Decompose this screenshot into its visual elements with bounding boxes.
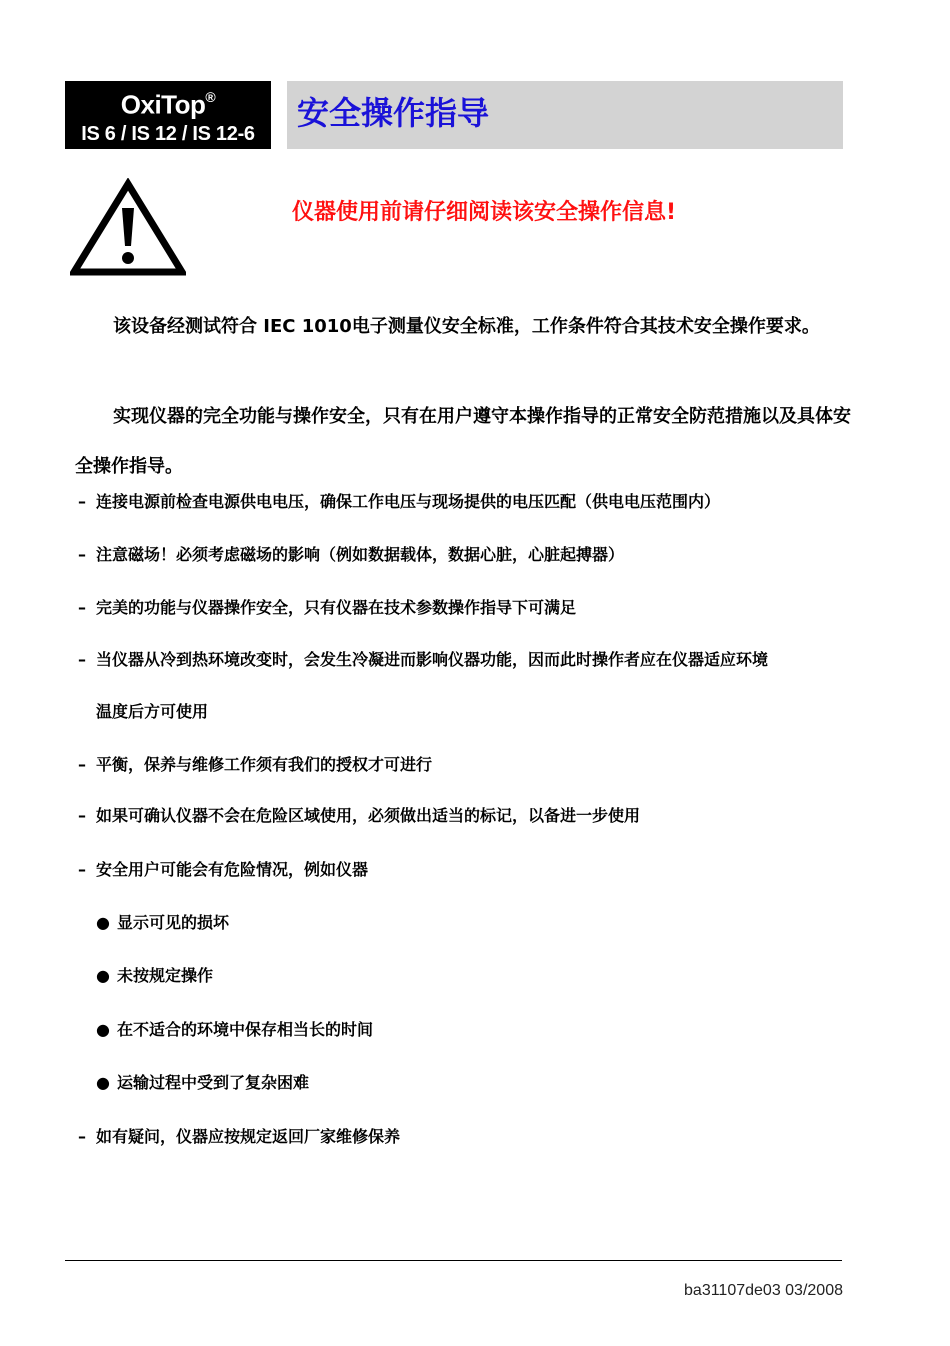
dash-marker: – xyxy=(78,755,86,774)
bullet-icon: ● xyxy=(96,966,110,985)
dash-marker: – xyxy=(78,492,86,511)
list-item: – 注意磁场！必须考虑磁场的影响（例如数据载体，数据心脏，心脏起搏器） xyxy=(78,545,625,564)
list-item: – 如果可确认仪器不会在危险区域使用，必须做出适当的标记，以备进一步使用 xyxy=(78,806,641,825)
list-item: – 平衡，保养与维修工作须有我们的授权才可进行 xyxy=(78,755,433,774)
list-item: – 完美的功能与仪器操作安全，只有仪器在技术参数操作指导下可满足 xyxy=(78,598,577,617)
page-title: 安全操作指导 xyxy=(297,94,490,132)
warning-triangle-icon xyxy=(70,178,186,276)
list-item: – 安全用户可能会有危险情况，例如仪器 xyxy=(78,860,369,879)
logo-model-list: IS 6 / IS 12 / IS 12-6 xyxy=(81,122,255,145)
bullet-icon: ● xyxy=(96,1073,110,1092)
title-banner xyxy=(287,81,843,149)
footer-divider xyxy=(65,1260,842,1261)
document-code: ba31107de03 03/2008 xyxy=(684,1282,843,1299)
safety-paragraph: 实现仪器的完全功能与操作安全，只有在用户遵守本操作指导的正常安全防范措施以及具体安全操作指导。 xyxy=(75,406,851,477)
product-logo xyxy=(65,81,271,149)
dash-marker: – xyxy=(78,598,86,617)
bullet-icon: ● xyxy=(96,913,110,932)
warning-message: 仪器使用前请仔细阅读该安全操作信息! xyxy=(292,200,677,225)
bullet-item: ● 未按规定操作 xyxy=(96,966,214,985)
dash-marker: – xyxy=(78,650,86,669)
registered-mark: ® xyxy=(205,89,216,105)
dash-marker: – xyxy=(78,806,86,825)
bullet-item: ● 显示可见的损坏 xyxy=(96,913,230,932)
list-item: – 如有疑问，仪器应按规定返回厂家维修保养 xyxy=(78,1127,401,1146)
list-item-continuation: 温度后方可使用 xyxy=(96,702,209,721)
dash-marker: – xyxy=(78,1127,86,1146)
intro-paragraph: 该设备经测试符合 IEC 1010电子测量仪安全标准，工作条件符合其技术安全操作要求。 xyxy=(113,316,820,337)
dash-marker: – xyxy=(78,860,86,879)
logo-product-name: OxiTop xyxy=(120,89,206,120)
list-item: – 连接电源前检查电源供电电压，确保工作电压与现场提供的电压匹配（供电电压范围内） xyxy=(78,492,721,511)
bullet-item: ● 运输过程中受到了复杂困难 xyxy=(96,1073,310,1092)
dash-marker: – xyxy=(78,545,86,564)
bullet-item: ● 在不适合的环境中保存相当长的时间 xyxy=(96,1020,374,1039)
bullet-icon: ● xyxy=(96,1020,110,1039)
list-item: – 当仪器从冷到热环境改变时，会发生冷凝进而影响仪器功能，因而此时操作者应在仪器适应环境 xyxy=(78,650,769,669)
